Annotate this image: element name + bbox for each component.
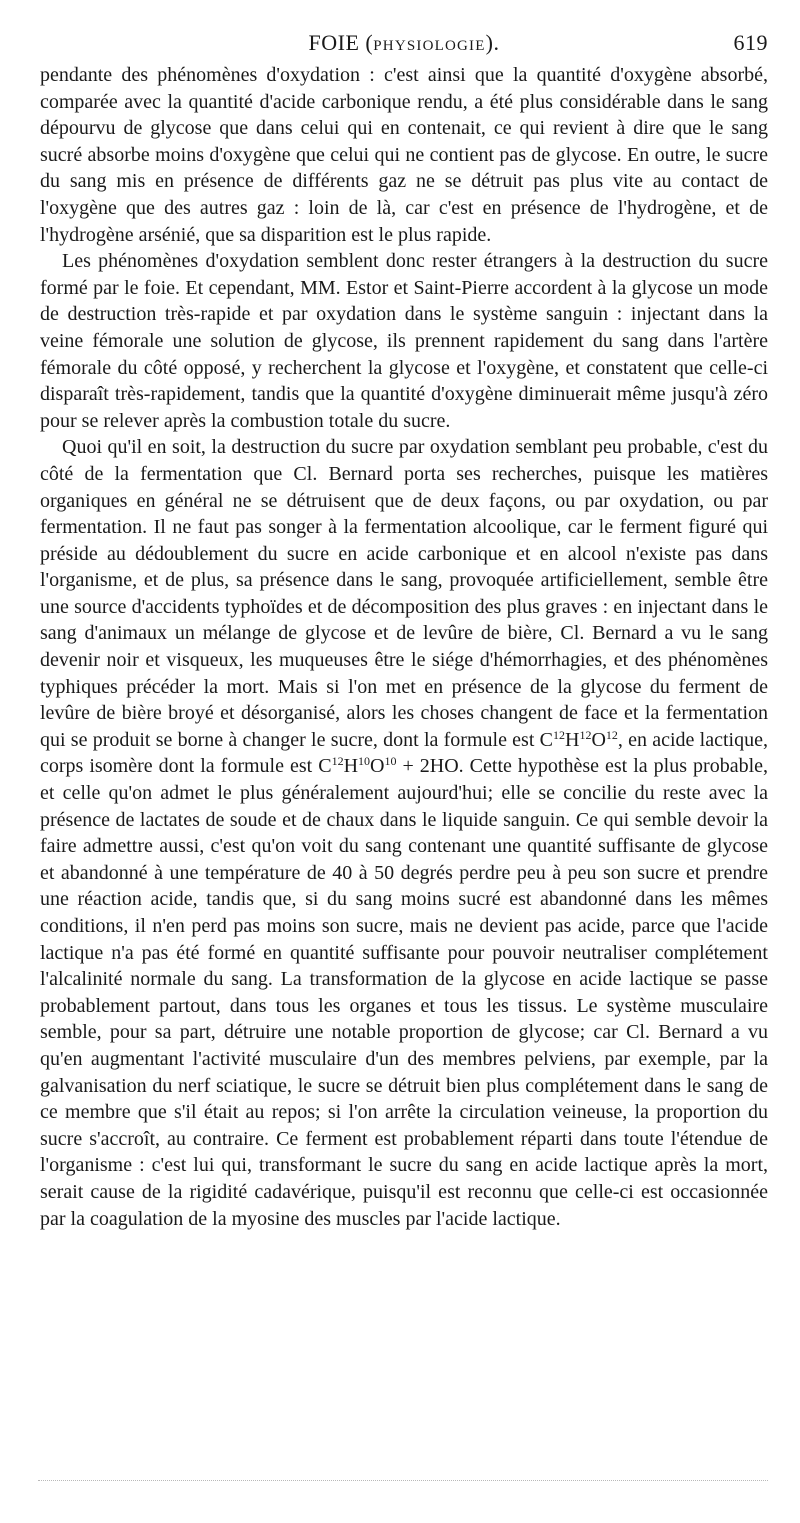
running-title-subject: PHYSIOLOGIE bbox=[373, 38, 486, 54]
footer-dotted-rule bbox=[38, 1480, 768, 1481]
running-title-main: FOIE ( bbox=[308, 30, 374, 55]
formula-lactic-c-sup: 12 bbox=[331, 754, 344, 769]
formula-glycose-h-sup: 12 bbox=[579, 727, 592, 742]
paragraph-fermentation-part-3: . Cette hypothèse est la plus probable, et celle qu'on admet le plus généralement aujourd'hui; elle se concilie du reste avec la présence de lactates de soude et de chaux dans le liquide sanguin. Ce qui semble devoir la faire admettre aussi, c'est qu'on voit du sang contenant une quantité suffisante de glycose et abandonné à une température de 40 à 50 degrés perdre peu à peu son sucre et prendre une réaction acide, tandis que, si du sang moins sucré est abandonné dans les mêmes conditions, il n'en perd pas moins son sucre, mais ne devient pas acide, parce que l'acide lactique n'a pas été formé en quantité suffisante pour pouvoir neutraliser complétement l'alcalinité normale du sang. La transformation de la glycose en acide lactique se passe probablement partout, dans tous les organes et tous les tissus. Le système musculaire semble, pour sa part, détruire une notable proportion de glycose; car Cl. Bernard a vu qu'en augmentant l'activité musculaire d'un des membres pelviens, par exemple, par la galvanisation du nerf sciatique, le sucre se détruit bien plus complétement dans le sang de ce membre que s'il était au repos; si l'on arrête la circulation veineuse, la proportion du sucre s'accroît, au contraire. Ce ferment est probablement réparti dans toute l'étendue de l'organisme : c'est lui qui, transformant le sucre du sang en acide lactique après la mort, serait cause de la rigidité cadavérique, puisqu'il est reconnu que celle-ci est occasionnée par la coagulation de la myosine des muscles par l'acide lactique. bbox=[40, 755, 769, 1230]
running-title bbox=[40, 30, 768, 56]
paragraph-fermentation-part-2: , en acide lactique, corps isomère dont la formule est bbox=[40, 728, 768, 778]
formula-glycose-c-sup: 12 bbox=[552, 727, 565, 742]
formula-lactic-acid bbox=[318, 755, 458, 777]
formula-lactic-h-sup: 10 bbox=[358, 754, 371, 769]
running-title-end: ). bbox=[485, 30, 500, 55]
formula-lactic-o: O bbox=[370, 755, 385, 778]
formula-lactic-h: H bbox=[343, 755, 359, 778]
formula-glycose-o-sup: 12 bbox=[605, 727, 618, 742]
paragraph-continued: pendante des phénomènes d'oxydation : c'est ainsi que la quantité d'oxygène absorbé, comparée avec la quantité d'acide carbonique rendu, a été plus considérable dans le sang dépourvu de glycose que dans celui qui en contenait, ce qui revient à dire que le sang sucré absorbe moins d'oxygène que celui qui ne contient pas de glycose. En outre, le sucre du sang mis en présence de différents gaz ne se détruit pas plus vite au contact de l'oxygène que des autres gaz : loin de là, car c'est en présence de l'hydrogène, et de l'hydrogène arsénié, que sa disparition est le plus rapide. bbox=[40, 64, 768, 246]
page-header bbox=[40, 30, 768, 56]
formula-glycose bbox=[540, 729, 618, 751]
body-text bbox=[40, 62, 768, 1232]
formula-glycose-o: O bbox=[591, 728, 606, 751]
formula-lactic-o-sup: 10 bbox=[384, 754, 397, 769]
formula-lactic-rest: + 2HO bbox=[396, 755, 459, 778]
page-number: 619 bbox=[733, 30, 768, 55]
formula-glycose-c: C bbox=[539, 728, 553, 751]
paragraph-fermentation bbox=[40, 434, 768, 1232]
paragraph-oxydation: Les phénomènes d'oxydation semblent donc rester étrangers à la destruction du sucre formé par le foie. Et cependant, MM. Estor et Saint-Pierre accordent à la glycose un mode de destruction très-rapide et par oxydation dans le système sanguin : injectant dans la veine fémorale une solution de glycose, ils prennent rapidement du sang dans l'artère fémorale du côté opposé, y recherchent la glycose et l'oxygène, et constatent que celle-ci disparaît très-rapidement, tandis que la quantité d'oxygène diminuerait même jusqu'à zéro pour se relever après la combustion totale du sucre. bbox=[40, 250, 768, 432]
formula-glycose-h: H bbox=[564, 728, 580, 751]
paragraph-fermentation-part-1: Quoi qu'il en soit, la destruction du sucre par oxydation semblant peu probable, c'est du côté de la fermentation que Cl. Bernard porta ses recherches, puisque les matières organiques en général ne se détruisent que de deux façons, ou par oxydation, ou par fermentation. Il ne faut pas songer à la fermentation alcoolique, car le ferment figuré qui préside au dédoublement du sucre en acide carbonique et en alcool n'existe pas dans l'organisme, et de plus, sa présence dans le sang, provoquée artificiellement, semble être une source d'accidents typhoïdes et de décomposition des plus graves : en injectant dans le sang d'animaux un mélange de glycose et de levûre de bière, Cl. Bernard a vu le sang devenir noir et visqueux, les muqueuses être le siége d'hémorrhagies, et des phénomènes typhiques précéder la mort. Mais si l'on met en présence de la glycose du ferment de levûre de bière broyé et désorganisé, alors les choses changent de face et la fermentation qui se produit se borne à changer le sucre, dont la formule est bbox=[40, 436, 768, 751]
formula-lactic-c: C bbox=[318, 755, 332, 778]
